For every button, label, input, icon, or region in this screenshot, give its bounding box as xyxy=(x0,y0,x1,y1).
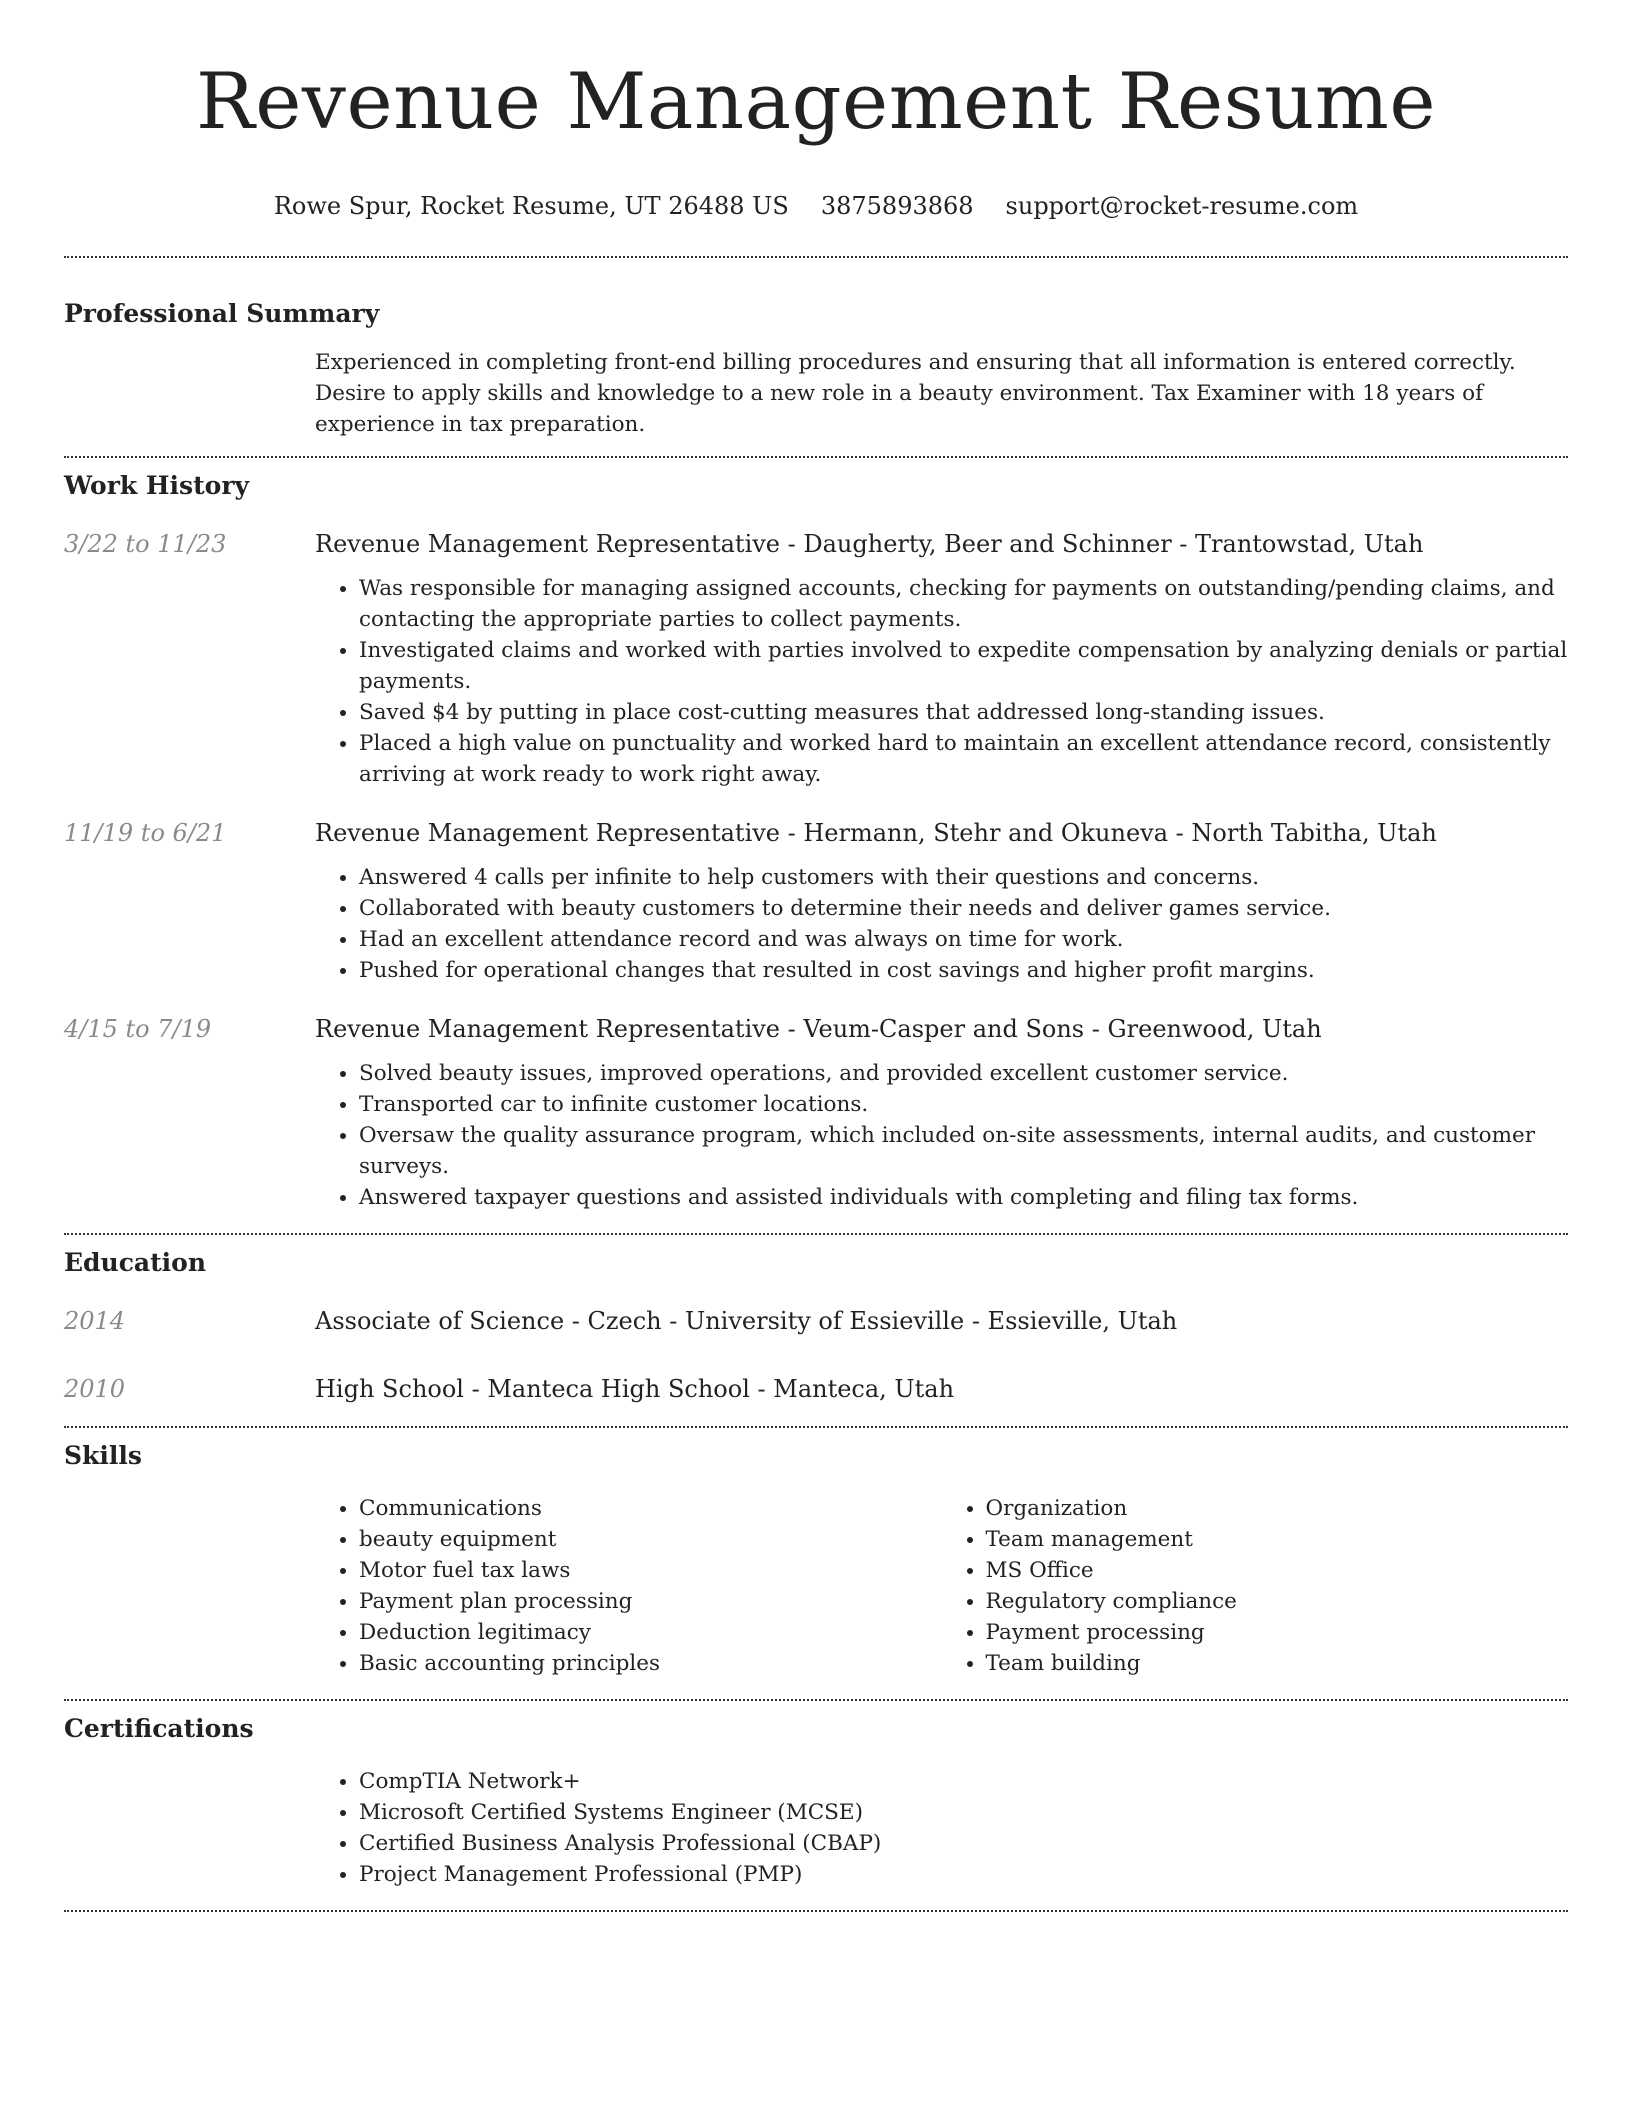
job-bullets xyxy=(315,862,1568,986)
list-item: • Solved beauty issues, improved operations, and provided excellent customer service. xyxy=(359,1058,1568,1089)
list-item: • Transported car to infinite customer locations. xyxy=(359,1089,1568,1120)
job-title: Revenue Management Representative - Hermann, Stehr and Okuneva - North Tabitha, Utah xyxy=(315,819,1437,847)
skill-item: • Team management xyxy=(986,1524,1569,1555)
education-degree: Associate of Science - Czech - University of Essieville - Essieville, Utah xyxy=(315,1307,1178,1335)
education-year: 2010 xyxy=(64,1375,126,1403)
section-heading-certifications: Certifications xyxy=(64,1714,254,1743)
list-item: • Had an excellent attendance record and was always on time for work. xyxy=(359,924,1568,955)
job-entry xyxy=(64,1012,1568,1213)
section-heading-skills: Skills xyxy=(64,1441,142,1470)
skill-item: • beauty equipment xyxy=(359,1524,942,1555)
list-item: • Collaborated with beauty customers to determine their needs and deliver games service. xyxy=(359,893,1568,924)
skill-item: • Payment plan processing xyxy=(359,1586,942,1617)
certification-item: • Project Management Professional (PMP) xyxy=(359,1859,1568,1890)
skill-item: • Organization xyxy=(986,1493,1569,1524)
skill-item: • MS Office xyxy=(986,1555,1569,1586)
job-entry xyxy=(64,527,1568,790)
job-bullets xyxy=(315,573,1568,790)
skill-item: • Team building xyxy=(986,1648,1569,1679)
skills-column-right xyxy=(942,1493,1569,1679)
list-item: • Pushed for operational changes that resulted in cost savings and higher profit margins. xyxy=(359,955,1568,986)
contact-email: support@rocket-resume.com xyxy=(1005,192,1359,220)
skill-item: • Payment processing xyxy=(986,1617,1569,1648)
job-title: Revenue Management Representative - Daugherty, Beer and Schinner - Trantowstad, Utah xyxy=(315,530,1424,558)
job-dates: 4/15 to 7/19 xyxy=(64,1015,212,1043)
list-item: • Oversaw the quality assurance program, which included on-site assessments, internal audits, and customer surveys. xyxy=(359,1120,1568,1182)
job-dates: 11/19 to 6/21 xyxy=(64,819,227,847)
education-entry xyxy=(64,1372,1568,1406)
skill-item: • Deduction legitimacy xyxy=(359,1617,942,1648)
contact-phone: 3875893868 xyxy=(820,192,974,220)
skill-item: • Communications xyxy=(359,1493,942,1524)
skill-item: • Regulatory compliance xyxy=(986,1586,1569,1617)
list-item: • Answered 4 calls per infinite to help customers with their questions and concerns. xyxy=(359,862,1568,893)
section-heading-summary: Professional Summary xyxy=(64,299,380,328)
certification-item: • CompTIA Network+ xyxy=(359,1766,1568,1797)
divider xyxy=(64,1910,1568,1912)
education-entry xyxy=(64,1304,1568,1338)
skills-list xyxy=(315,1481,1568,1679)
skills-section xyxy=(64,1428,1568,1679)
list-item: • Saved $4 by putting in place cost-cutting measures that addressed long-standing issues. xyxy=(359,697,1568,728)
summary-section xyxy=(64,258,1568,440)
skills-column-left xyxy=(315,1493,942,1679)
education-section xyxy=(64,1235,1568,1406)
job-entry xyxy=(64,816,1568,986)
job-dates: 3/22 to 11/23 xyxy=(64,530,227,558)
contact-line xyxy=(64,190,1568,222)
education-degree: High School - Manteca High School - Manteca, Utah xyxy=(315,1375,955,1403)
list-item: • Was responsible for managing assigned accounts, checking for payments on outstanding/pending claims, and contacting the appropriate parties to collect payments. xyxy=(359,573,1568,635)
contact-address: Rowe Spur, Rocket Resume, UT 26488 US xyxy=(273,192,789,220)
certifications-section xyxy=(64,1701,1568,1890)
resume-title: Revenue Management Resume xyxy=(195,57,1436,147)
education-year: 2014 xyxy=(64,1307,126,1335)
section-heading-work: Work History xyxy=(64,471,250,500)
summary-text: Experienced in completing front-end billing procedures and ensuring that all information is entered correctly. Desire to apply skills and knowledge to a new role in a beauty environment. Tax Examiner with 18 years of experience in tax preparation. xyxy=(315,350,1516,437)
list-item: • Answered taxpayer questions and assisted individuals with completing and filing tax forms. xyxy=(359,1182,1568,1213)
list-item: • Investigated claims and worked with parties involved to expedite compensation by analyzing denials or partial payments. xyxy=(359,635,1568,697)
skill-item: • Basic accounting principles xyxy=(359,1648,942,1679)
section-heading-education: Education xyxy=(64,1248,207,1277)
job-title: Revenue Management Representative - Veum-Casper and Sons - Greenwood, Utah xyxy=(315,1015,1322,1043)
certifications-list xyxy=(315,1766,1568,1890)
certification-item: • Microsoft Certified Systems Engineer (MCSE) xyxy=(359,1797,1568,1828)
work-history-section xyxy=(64,458,1568,1213)
list-item: • Placed a high value on punctuality and worked hard to maintain an excellent attendance record, consistently arriving at work ready to work right away. xyxy=(359,728,1568,790)
certification-item: • Certified Business Analysis Professional (CBAP) xyxy=(359,1828,1568,1859)
skill-item: • Motor fuel tax laws xyxy=(359,1555,942,1586)
job-bullets xyxy=(315,1058,1568,1213)
resume-header xyxy=(64,0,1568,222)
